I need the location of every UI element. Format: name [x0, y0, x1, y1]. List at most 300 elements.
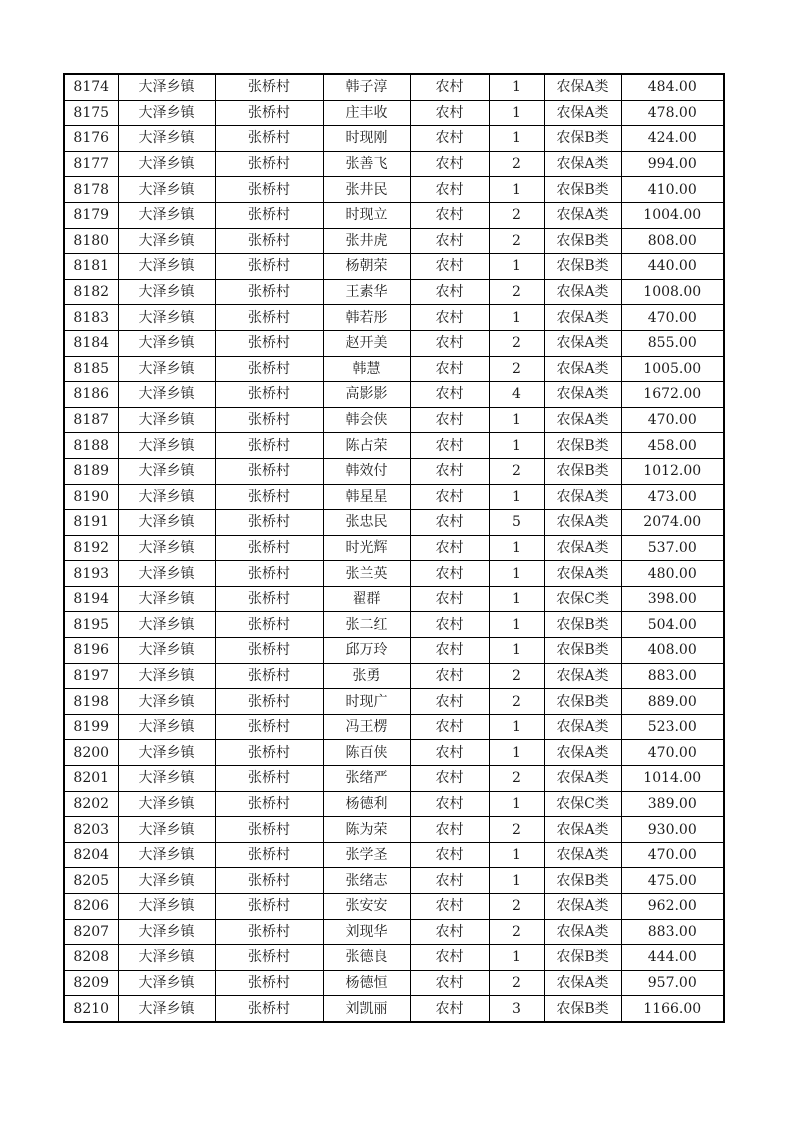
cell-village: 张桥村 — [215, 356, 323, 382]
cell-village: 张桥村 — [215, 919, 323, 945]
cell-name: 张勇 — [323, 663, 410, 689]
table-row — [64, 842, 724, 868]
cell-type: 农村 — [410, 945, 489, 971]
cell-count: 2 — [489, 356, 544, 382]
cell-name: 张安安 — [323, 894, 410, 920]
cell-village: 张桥村 — [215, 100, 323, 126]
cell-type: 农村 — [410, 100, 489, 126]
cell-count: 2 — [489, 970, 544, 996]
cell-town: 大泽乡镇 — [118, 561, 215, 587]
cell-id: 8186 — [64, 382, 118, 408]
cell-category: 农保C类 — [544, 586, 621, 612]
cell-count: 2 — [489, 894, 544, 920]
cell-name: 韩子淳 — [323, 74, 410, 100]
cell-village: 张桥村 — [215, 561, 323, 587]
cell-id: 8187 — [64, 407, 118, 433]
cell-type: 农村 — [410, 842, 489, 868]
table-row — [64, 740, 724, 766]
table-row — [64, 126, 724, 152]
cell-category: 农保B类 — [544, 433, 621, 459]
cell-category: 农保B类 — [544, 458, 621, 484]
cell-category: 农保B类 — [544, 868, 621, 894]
table-row — [64, 689, 724, 715]
cell-village: 张桥村 — [215, 484, 323, 510]
table-row — [64, 612, 724, 638]
table-row — [64, 996, 724, 1022]
cell-amount: 473.00 — [621, 484, 724, 510]
cell-name: 陈占荣 — [323, 433, 410, 459]
table-row — [64, 305, 724, 331]
table-row — [64, 356, 724, 382]
cell-town: 大泽乡镇 — [118, 151, 215, 177]
cell-count: 1 — [489, 254, 544, 280]
cell-town: 大泽乡镇 — [118, 842, 215, 868]
cell-id: 8205 — [64, 868, 118, 894]
cell-amount: 1004.00 — [621, 202, 724, 228]
cell-count: 2 — [489, 228, 544, 254]
cell-count: 2 — [489, 919, 544, 945]
cell-name: 杨德恒 — [323, 970, 410, 996]
cell-id: 8174 — [64, 74, 118, 100]
cell-category: 农保A类 — [544, 842, 621, 868]
cell-town: 大泽乡镇 — [118, 970, 215, 996]
cell-count: 1 — [489, 638, 544, 664]
cell-category: 农保A类 — [544, 100, 621, 126]
benefit-table — [63, 73, 725, 1023]
cell-amount: 410.00 — [621, 177, 724, 203]
cell-count: 2 — [489, 279, 544, 305]
cell-id: 8189 — [64, 458, 118, 484]
cell-village: 张桥村 — [215, 254, 323, 280]
cell-town: 大泽乡镇 — [118, 766, 215, 792]
cell-village: 张桥村 — [215, 228, 323, 254]
table-row — [64, 484, 724, 510]
cell-count: 2 — [489, 330, 544, 356]
cell-amount: 883.00 — [621, 919, 724, 945]
cell-count: 1 — [489, 945, 544, 971]
cell-category: 农保A类 — [544, 663, 621, 689]
cell-id: 8194 — [64, 586, 118, 612]
table-row — [64, 202, 724, 228]
table-row — [64, 382, 724, 408]
cell-village: 张桥村 — [215, 126, 323, 152]
cell-town: 大泽乡镇 — [118, 254, 215, 280]
cell-type: 农村 — [410, 791, 489, 817]
cell-type: 农村 — [410, 356, 489, 382]
table-row — [64, 407, 724, 433]
cell-amount: 475.00 — [621, 868, 724, 894]
table-row — [64, 868, 724, 894]
table-row — [64, 919, 724, 945]
cell-name: 张井民 — [323, 177, 410, 203]
table-row — [64, 638, 724, 664]
cell-name: 高影影 — [323, 382, 410, 408]
cell-count: 1 — [489, 868, 544, 894]
cell-town: 大泽乡镇 — [118, 74, 215, 100]
table-row — [64, 151, 724, 177]
cell-town: 大泽乡镇 — [118, 177, 215, 203]
cell-category: 农保A类 — [544, 279, 621, 305]
cell-type: 农村 — [410, 177, 489, 203]
cell-town: 大泽乡镇 — [118, 202, 215, 228]
cell-type: 农村 — [410, 612, 489, 638]
cell-count: 1 — [489, 305, 544, 331]
cell-town: 大泽乡镇 — [118, 996, 215, 1022]
cell-amount: 389.00 — [621, 791, 724, 817]
cell-town: 大泽乡镇 — [118, 305, 215, 331]
cell-amount: 480.00 — [621, 561, 724, 587]
cell-town: 大泽乡镇 — [118, 458, 215, 484]
cell-count: 1 — [489, 586, 544, 612]
cell-category: 农保A类 — [544, 714, 621, 740]
cell-village: 张桥村 — [215, 535, 323, 561]
cell-type: 农村 — [410, 382, 489, 408]
cell-amount: 1672.00 — [621, 382, 724, 408]
table-row — [64, 254, 724, 280]
cell-count: 2 — [489, 663, 544, 689]
cell-town: 大泽乡镇 — [118, 945, 215, 971]
cell-town: 大泽乡镇 — [118, 689, 215, 715]
cell-id: 8192 — [64, 535, 118, 561]
cell-amount: 458.00 — [621, 433, 724, 459]
cell-name: 韩星星 — [323, 484, 410, 510]
table-row — [64, 970, 724, 996]
cell-village: 张桥村 — [215, 689, 323, 715]
cell-count: 3 — [489, 996, 544, 1022]
cell-count: 2 — [489, 151, 544, 177]
cell-type: 农村 — [410, 126, 489, 152]
cell-type: 农村 — [410, 970, 489, 996]
cell-type: 农村 — [410, 535, 489, 561]
cell-village: 张桥村 — [215, 433, 323, 459]
cell-category: 农保B类 — [544, 638, 621, 664]
cell-category: 农保A类 — [544, 561, 621, 587]
cell-village: 张桥村 — [215, 663, 323, 689]
cell-village: 张桥村 — [215, 202, 323, 228]
cell-type: 农村 — [410, 740, 489, 766]
cell-name: 赵开美 — [323, 330, 410, 356]
cell-category: 农保A类 — [544, 305, 621, 331]
cell-type: 农村 — [410, 894, 489, 920]
table-row — [64, 279, 724, 305]
table-row — [64, 561, 724, 587]
cell-id: 8199 — [64, 714, 118, 740]
cell-type: 农村 — [410, 919, 489, 945]
cell-count: 2 — [489, 817, 544, 843]
cell-type: 农村 — [410, 458, 489, 484]
cell-amount: 470.00 — [621, 407, 724, 433]
table-row — [64, 177, 724, 203]
cell-name: 韩慧 — [323, 356, 410, 382]
table-row — [64, 510, 724, 536]
cell-category: 农保A类 — [544, 407, 621, 433]
cell-village: 张桥村 — [215, 74, 323, 100]
cell-amount: 504.00 — [621, 612, 724, 638]
cell-village: 张桥村 — [215, 996, 323, 1022]
cell-count: 2 — [489, 766, 544, 792]
cell-name: 张忠民 — [323, 510, 410, 536]
cell-town: 大泽乡镇 — [118, 407, 215, 433]
cell-name: 时现刚 — [323, 126, 410, 152]
cell-id: 8181 — [64, 254, 118, 280]
cell-amount: 994.00 — [621, 151, 724, 177]
cell-count: 1 — [489, 842, 544, 868]
cell-name: 张绪严 — [323, 766, 410, 792]
cell-village: 张桥村 — [215, 970, 323, 996]
cell-town: 大泽乡镇 — [118, 510, 215, 536]
cell-type: 农村 — [410, 433, 489, 459]
cell-amount: 1012.00 — [621, 458, 724, 484]
cell-village: 张桥村 — [215, 177, 323, 203]
cell-category: 农保B类 — [544, 996, 621, 1022]
table-row — [64, 458, 724, 484]
cell-name: 韩效付 — [323, 458, 410, 484]
cell-town: 大泽乡镇 — [118, 612, 215, 638]
cell-id: 8193 — [64, 561, 118, 587]
cell-id: 8210 — [64, 996, 118, 1022]
table-row — [64, 535, 724, 561]
cell-town: 大泽乡镇 — [118, 663, 215, 689]
cell-count: 4 — [489, 382, 544, 408]
cell-name: 杨朝荣 — [323, 254, 410, 280]
cell-category: 农保A类 — [544, 151, 621, 177]
cell-village: 张桥村 — [215, 407, 323, 433]
cell-count: 1 — [489, 740, 544, 766]
cell-village: 张桥村 — [215, 382, 323, 408]
cell-type: 农村 — [410, 74, 489, 100]
cell-name: 杨德利 — [323, 791, 410, 817]
cell-id: 8176 — [64, 126, 118, 152]
cell-category: 农保B类 — [544, 126, 621, 152]
cell-type: 农村 — [410, 638, 489, 664]
cell-category: 农保A类 — [544, 535, 621, 561]
cell-id: 8206 — [64, 894, 118, 920]
cell-amount: 808.00 — [621, 228, 724, 254]
table-row — [64, 791, 724, 817]
table-row — [64, 817, 724, 843]
cell-category: 农保A类 — [544, 817, 621, 843]
cell-name: 时光辉 — [323, 535, 410, 561]
cell-type: 农村 — [410, 689, 489, 715]
cell-name: 张学圣 — [323, 842, 410, 868]
cell-type: 农村 — [410, 279, 489, 305]
cell-category: 农保A类 — [544, 356, 621, 382]
cell-category: 农保A类 — [544, 766, 621, 792]
cell-village: 张桥村 — [215, 586, 323, 612]
cell-count: 1 — [489, 714, 544, 740]
cell-count: 1 — [489, 126, 544, 152]
cell-name: 张二红 — [323, 612, 410, 638]
cell-village: 张桥村 — [215, 817, 323, 843]
cell-amount: 2074.00 — [621, 510, 724, 536]
cell-town: 大泽乡镇 — [118, 586, 215, 612]
cell-count: 1 — [489, 407, 544, 433]
cell-name: 张德良 — [323, 945, 410, 971]
cell-category: 农保A类 — [544, 740, 621, 766]
cell-category: 农保A类 — [544, 510, 621, 536]
cell-name: 王素华 — [323, 279, 410, 305]
cell-id: 8201 — [64, 766, 118, 792]
cell-id: 8175 — [64, 100, 118, 126]
cell-type: 农村 — [410, 996, 489, 1022]
table-body — [64, 74, 724, 1022]
cell-id: 8190 — [64, 484, 118, 510]
cell-name: 时现立 — [323, 202, 410, 228]
cell-type: 农村 — [410, 228, 489, 254]
cell-id: 8197 — [64, 663, 118, 689]
cell-town: 大泽乡镇 — [118, 279, 215, 305]
cell-amount: 1166.00 — [621, 996, 724, 1022]
cell-id: 8196 — [64, 638, 118, 664]
cell-type: 农村 — [410, 407, 489, 433]
cell-village: 张桥村 — [215, 510, 323, 536]
cell-name: 刘凯丽 — [323, 996, 410, 1022]
cell-amount: 470.00 — [621, 740, 724, 766]
cell-id: 8184 — [64, 330, 118, 356]
cell-town: 大泽乡镇 — [118, 433, 215, 459]
cell-amount: 470.00 — [621, 842, 724, 868]
cell-amount: 484.00 — [621, 74, 724, 100]
cell-village: 张桥村 — [215, 638, 323, 664]
cell-type: 农村 — [410, 766, 489, 792]
table-row — [64, 945, 724, 971]
cell-id: 8203 — [64, 817, 118, 843]
cell-name: 张兰英 — [323, 561, 410, 587]
cell-count: 1 — [489, 791, 544, 817]
cell-village: 张桥村 — [215, 766, 323, 792]
cell-count: 2 — [489, 458, 544, 484]
table-row — [64, 714, 724, 740]
cell-type: 农村 — [410, 202, 489, 228]
cell-name: 时现广 — [323, 689, 410, 715]
cell-amount: 962.00 — [621, 894, 724, 920]
cell-name: 刘现华 — [323, 919, 410, 945]
cell-amount: 470.00 — [621, 305, 724, 331]
cell-village: 张桥村 — [215, 305, 323, 331]
cell-type: 农村 — [410, 254, 489, 280]
cell-id: 8191 — [64, 510, 118, 536]
cell-town: 大泽乡镇 — [118, 638, 215, 664]
cell-count: 5 — [489, 510, 544, 536]
cell-name: 冯王楞 — [323, 714, 410, 740]
cell-id: 8183 — [64, 305, 118, 331]
cell-id: 8178 — [64, 177, 118, 203]
cell-name: 翟群 — [323, 586, 410, 612]
cell-type: 农村 — [410, 484, 489, 510]
table-row — [64, 100, 724, 126]
cell-id: 8177 — [64, 151, 118, 177]
cell-category: 农保C类 — [544, 791, 621, 817]
cell-id: 8209 — [64, 970, 118, 996]
cell-category: 农保B类 — [544, 228, 621, 254]
cell-town: 大泽乡镇 — [118, 126, 215, 152]
cell-id: 8179 — [64, 202, 118, 228]
cell-town: 大泽乡镇 — [118, 919, 215, 945]
cell-village: 张桥村 — [215, 279, 323, 305]
cell-category: 农保A类 — [544, 484, 621, 510]
cell-town: 大泽乡镇 — [118, 740, 215, 766]
cell-amount: 1005.00 — [621, 356, 724, 382]
cell-town: 大泽乡镇 — [118, 100, 215, 126]
table-row — [64, 74, 724, 100]
cell-count: 2 — [489, 202, 544, 228]
cell-category: 农保A类 — [544, 919, 621, 945]
cell-type: 农村 — [410, 817, 489, 843]
cell-village: 张桥村 — [215, 458, 323, 484]
cell-id: 8208 — [64, 945, 118, 971]
cell-town: 大泽乡镇 — [118, 868, 215, 894]
cell-town: 大泽乡镇 — [118, 714, 215, 740]
cell-town: 大泽乡镇 — [118, 382, 215, 408]
cell-category: 农保B类 — [544, 945, 621, 971]
cell-id: 8204 — [64, 842, 118, 868]
cell-village: 张桥村 — [215, 151, 323, 177]
cell-amount: 408.00 — [621, 638, 724, 664]
cell-id: 8195 — [64, 612, 118, 638]
cell-amount: 883.00 — [621, 663, 724, 689]
cell-category: 农保A类 — [544, 330, 621, 356]
cell-type: 农村 — [410, 510, 489, 536]
cell-village: 张桥村 — [215, 714, 323, 740]
table-row — [64, 433, 724, 459]
cell-id: 8188 — [64, 433, 118, 459]
cell-amount: 855.00 — [621, 330, 724, 356]
cell-category: 农保A类 — [544, 74, 621, 100]
cell-type: 农村 — [410, 868, 489, 894]
cell-amount: 889.00 — [621, 689, 724, 715]
cell-town: 大泽乡镇 — [118, 535, 215, 561]
cell-id: 8202 — [64, 791, 118, 817]
cell-village: 张桥村 — [215, 894, 323, 920]
cell-id: 8200 — [64, 740, 118, 766]
cell-count: 1 — [489, 433, 544, 459]
cell-type: 农村 — [410, 561, 489, 587]
cell-amount: 398.00 — [621, 586, 724, 612]
cell-village: 张桥村 — [215, 740, 323, 766]
cell-id: 8185 — [64, 356, 118, 382]
cell-name: 陈为荣 — [323, 817, 410, 843]
cell-village: 张桥村 — [215, 791, 323, 817]
cell-amount: 957.00 — [621, 970, 724, 996]
cell-type: 农村 — [410, 151, 489, 177]
table-row — [64, 766, 724, 792]
cell-name: 张绪志 — [323, 868, 410, 894]
table-row — [64, 330, 724, 356]
cell-name: 张善飞 — [323, 151, 410, 177]
cell-name: 韩会侠 — [323, 407, 410, 433]
cell-amount: 440.00 — [621, 254, 724, 280]
cell-town: 大泽乡镇 — [118, 484, 215, 510]
cell-amount: 1008.00 — [621, 279, 724, 305]
cell-village: 张桥村 — [215, 868, 323, 894]
table-row — [64, 586, 724, 612]
cell-name: 陈百侠 — [323, 740, 410, 766]
cell-town: 大泽乡镇 — [118, 894, 215, 920]
cell-category: 农保B类 — [544, 689, 621, 715]
cell-town: 大泽乡镇 — [118, 330, 215, 356]
cell-id: 8180 — [64, 228, 118, 254]
cell-count: 1 — [489, 535, 544, 561]
cell-count: 1 — [489, 484, 544, 510]
cell-id: 8198 — [64, 689, 118, 715]
cell-town: 大泽乡镇 — [118, 791, 215, 817]
cell-id: 8207 — [64, 919, 118, 945]
cell-type: 农村 — [410, 586, 489, 612]
cell-count: 1 — [489, 177, 544, 203]
cell-category: 农保B类 — [544, 177, 621, 203]
cell-amount: 930.00 — [621, 817, 724, 843]
table-row — [64, 663, 724, 689]
